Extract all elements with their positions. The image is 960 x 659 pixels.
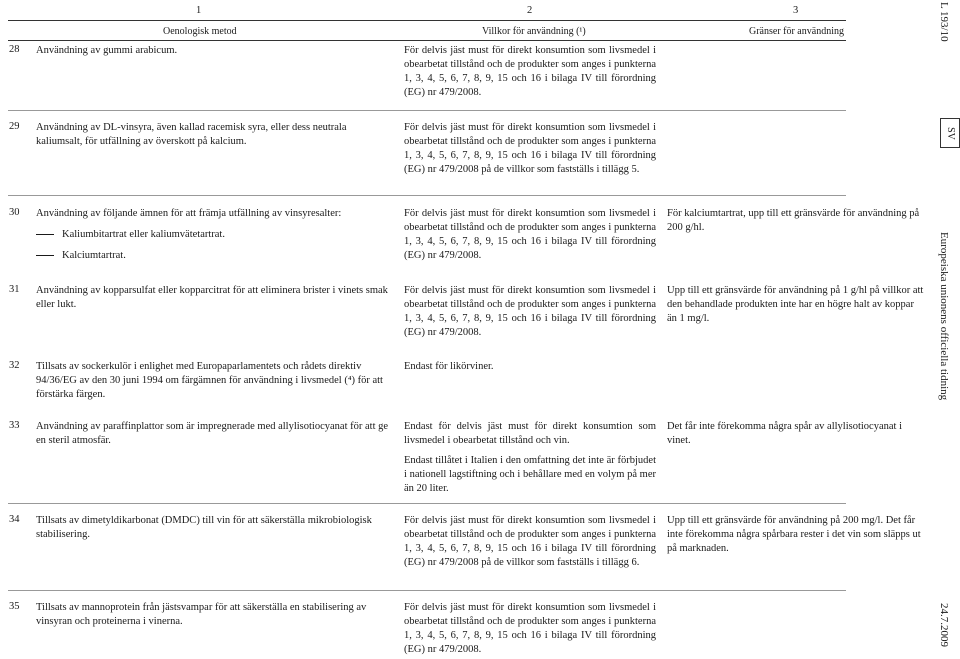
dash-mark [36,234,54,235]
header-rule-top [8,20,846,21]
column-header-limits: Gränser för användning [749,26,844,37]
row-number: 35 [9,601,20,612]
publication-date: 24.7.2009 [938,603,950,647]
row-number: 33 [9,420,20,431]
row-number: 28 [9,44,20,55]
conditions-cell: För delvis jäst must för direkt konsumtion som livsmedel i obearbetat tillstånd och de produkter som anges i punkterna 1, 3, 4, 5, 6, 7, 8, 9, 15 och 16 i bilaga IV till förordning (EG) nr 479/2008. [404,208,656,261]
column-number-1: 1 [196,5,202,16]
method-cell: Användning av DL-vinsyra, även kallad racemisk syra, eller dess neutrala kaliumsalt, för utfällning av överskott på kalcium. [36,122,347,147]
column-number-2: 2 [527,5,533,16]
conditions-text: Endast för delvis jäst must för direkt konsumtion som livsmedel i obearbetat tillstånd och vin. [404,421,656,446]
conditions-cell: För delvis jäst must för direkt konsumtion som livsmedel i obearbetat tillstånd och de produkter som anges i punkterna 1, 3, 4, 5, 6, 7, 8, 9, 15 och 16 i bilaga IV till förordning (EG) nr 479/2008 på de villkor som fastställs i tillägg 6. [404,515,656,568]
row-number: 34 [9,514,20,525]
row-number: 32 [9,360,20,371]
language-badge [940,118,960,148]
row-number: 30 [9,207,20,218]
column-header-conditions: Villkor för användning (¹) [482,26,586,37]
method-cell: Tillsats av mannoprotein från jästsvampar för att säkerställa en stabilisering av vinsyran och proteinerna i vinerna. [36,602,367,627]
method-cell: Tillsats av dimetyldikarbonat (DMDC) till vin för att säkerställa mikrobiologisk stabilisering. [36,515,372,540]
conditions-text-extra: Endast tillåtet i Italien i den omfattning det inte är förbjudet i nationell lagstiftning och i behållare med en volym på mer än 20 liter. [404,455,656,494]
limits-cell: Upp till ett gränsvärde för användning på 200 mg/l. Det får inte förekomma några spårbara rester i det vin som släpps ut på marknaden. [667,515,921,554]
method-cell: Tillsats av sockerkulör i enlighet med Europaparlamentets och rådets direktiv 94/36/EG av den 30 juni 1994 om färgämnen för användning i livsmedel (⁴) för att förstärka färgen. [36,361,383,400]
conditions-cell: Endast för likörviner. [404,361,494,372]
method-cell: Användning av kopparsulfat eller kopparcitrat för att eliminera brister i vinets smak eller lukt. [36,285,388,310]
method-sub-item [36,249,392,263]
limits-cell: Det får inte förekomma några spår av allylisotiocyanat i vinet. [667,421,902,446]
method-sub-text: Kaliumbitartrat eller kaliumvätetartrat. [62,229,225,240]
method-sub-text: Kalciumtartrat. [62,250,126,261]
journal-title: Europeiska unionens officiella tidning [938,232,950,401]
conditions-cell: För delvis jäst must för direkt konsumtion som livsmedel i obearbetat tillstånd och de produkter som anges i punkterna 1, 3, 4, 5, 6, 7, 8, 9, 15 och 16 i bilaga IV till förordning (EG) nr 479/2008. [404,602,656,655]
conditions-cell: För delvis jäst must för direkt konsumtion som livsmedel i obearbetat tillstånd och de produkter som anges i punkterna 1, 3, 4, 5, 6, 7, 8, 9, 15 och 16 i bilaga IV till förordning (EG) nr 479/2008. [404,285,656,338]
method-cell: Användning av paraffinplattor som är impregnerade med allylisotiocyanat för att ge en steril atmosfär. [36,421,389,446]
method-text: Användning av följande ämnen för att främja utfällning av vinsyresalter: [36,208,342,219]
dash-mark [36,255,54,256]
method-cell: Användning av gummi arabicum. [36,45,178,56]
conditions-cell: För delvis jäst must för direkt konsumtion som livsmedel i obearbetat tillstånd och de produkter som anges i punkterna 1, 3, 4, 5, 6, 7, 8, 9, 15 och 16 i bilaga IV till förordning (EG) nr 479/2008. [404,45,656,98]
journal-page-ref: L 193/10 [938,2,950,42]
language-code: SV [944,126,956,140]
header-rule-bottom [8,40,846,41]
row-divider [8,503,846,504]
row-number: 29 [9,121,20,132]
limits-cell: Upp till ett gränsvärde för användning på 1 g/hl på villkor att den behandlade produkten inte har en högre halt av koppar än 1 mg/l. [667,285,924,324]
column-header-method: Oenologisk metod [163,26,237,37]
method-sub-item [36,228,392,242]
method-cell [36,207,392,263]
conditions-cell [404,420,656,496]
row-divider [8,590,846,591]
row-number: 31 [9,284,20,295]
row-divider [8,110,846,111]
row-divider [8,195,846,196]
column-number-3: 3 [793,5,799,16]
limits-cell: För kalciumtartrat, upp till ett gränsvärde för användning på 200 g/hl. [667,208,920,233]
conditions-cell: För delvis jäst must för direkt konsumtion som livsmedel i obearbetat tillstånd och de produkter som anges i punkterna 1, 3, 4, 5, 6, 7, 8, 9, 15 och 16 i bilaga IV till förordning (EG) nr 479/2008 på de villkor som fastställs i tillägg 5. [404,122,656,175]
